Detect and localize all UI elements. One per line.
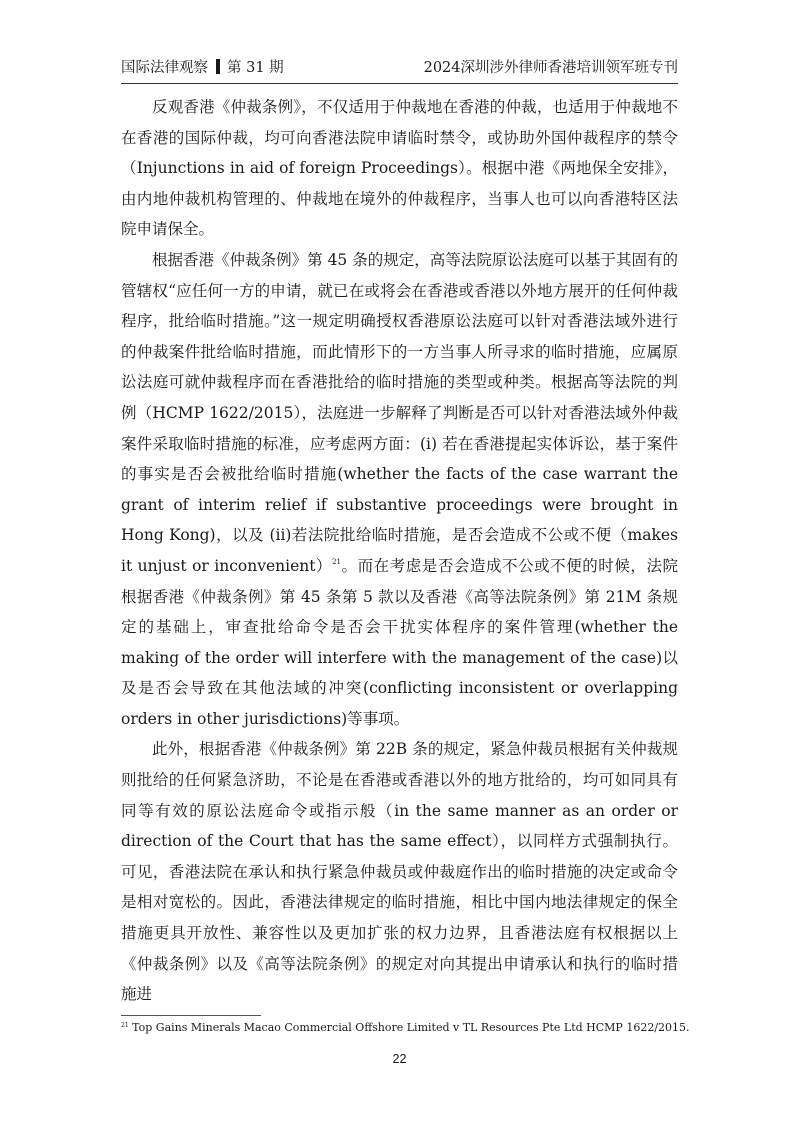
header-separator-bar (216, 59, 220, 74)
body-text (121, 92, 678, 1010)
paragraph-2-text-a: 根据香港《仲裁条例》第 45 条的规定，高等法院原讼法庭可以基于其固有的管辖权“应任何一方的申请，就已在或将会在香港或香港以外地方展开的任何仲裁程序，批给临时措施。”这一规定明确授权香港原讼法庭可以针对香港法域外进行的仲裁案件批给临时措施，而此情形下的一方当事人所寻求的临时措施，应属原讼法庭可就仲裁程序而在香港批给的临时措施的类型或种类。根据高等法院的判例（HCMP 1622/2015），法庭进一步解释了判断是否可以针对香港法域外仲裁案件采取临时措施的标准，应考虑两方面：(i) 若在香港提起实体诉讼，基于案件的事实是否会被批给临时措施(whether the facts of the case warrant the grant of interim relief if substantive proceedings were brought in Hong Kong)，以及 (ii)若法院批给临时措施，是否会造成不公或不便（makes it unjust or inconvenient） (121, 250, 678, 575)
paragraph-3: 此外，根据香港《仲裁条例》第 22B 条的规定，紧急仲裁员根据有关仲裁规则批给的任何紧急济助，不论是在香港或香港以外的地方批给的，均可如同具有同等有效的原讼法庭命令或指示般（in the same manner as an order or direction of the Court that has the same effect），以同样方式强制执行。可见，香港法院在承认和执行紧急仲裁员或仲裁庭作出的临时措施的决定或命令是相对宽松的。因此，香港法律规定的临时措施，相比中国内地法律规定的保全措施更具开放性、兼容性以及更加扩张的权力边界，且香港法庭有权根据以上《仲裁条例》以及《高等法院条例》的规定对向其提出申请承认和执行的临时措施进 (121, 740, 678, 1004)
paragraph-2-text-b: 。而在考虑是否会造成不公或不便的时候，法院根据香港《仲裁条例》第 45 条第 5 款以及香港《高等法院条例》第 21M 条规定的基础上，审查批给命令是否会干扰实体程序的案件管理(whether the making of the order will interfere with the management of the case)以及是否会导致在其他法域的冲突(conflicting inconsistent or overlapping orders in other jurisdictions)等事项。 (121, 556, 678, 728)
footnote-21 (121, 1021, 690, 1035)
journal-title: 国际法律观察 (121, 60, 208, 76)
footnote-reference-21[interactable]: 21 (332, 557, 341, 566)
footnote-rule (121, 1015, 261, 1016)
footnote-text: Top Gains Minerals Macao Commercial Offshore Limited v TL Resources Pte Ltd HCMP 1622/2015. (132, 1021, 690, 1034)
running-header (121, 58, 678, 80)
page-number: 22 (392, 1052, 407, 1066)
paragraph-2 (121, 245, 678, 735)
header-left (121, 58, 284, 78)
paragraph-1: 反观香港《仲裁条例》，不仅适用于仲裁地在香港的仲裁，也适用于仲裁地不在香港的国际仲裁，均可向香港法院申请临时禁令，或协助外国仲裁程序的禁令（Injunctions in aid of foreign Proceedings）。根据中港《两地保全安排》，由内地仲裁机构管理的、仲裁地在境外的仲裁程序，当事人也可以向香港特区法院申请保全。 (121, 98, 678, 239)
footnote-number: 21 (121, 1022, 129, 1029)
special-issue-title: 2024深圳涉外律师香港培训领军班专刊 (423, 60, 678, 76)
header-rule (121, 83, 678, 84)
issue-number: 第 31 期 (227, 60, 284, 76)
